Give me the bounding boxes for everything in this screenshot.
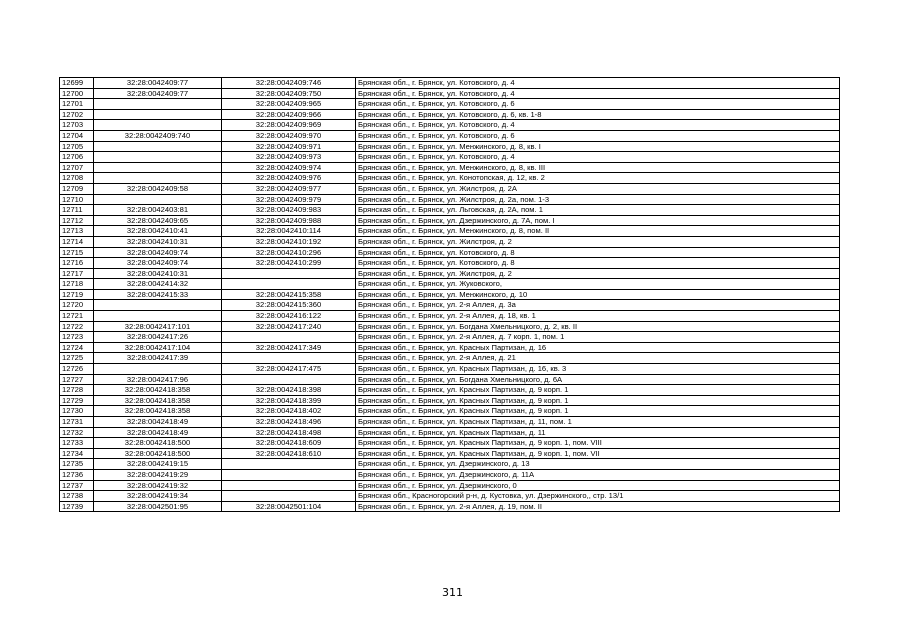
- page-number: 311: [442, 586, 463, 599]
- parcel-cadastral-number-cell: 32:28:0042409:74: [94, 258, 222, 269]
- table-row: [60, 289, 840, 300]
- parcel-cadastral-number-cell: 32:28:0042410:31: [94, 236, 222, 247]
- row-number-cell: 12733: [60, 438, 94, 449]
- row-number-cell: 12735: [60, 459, 94, 470]
- table-row: [60, 120, 840, 131]
- parcel-cadastral-number-cell: 32:28:0042410:31: [94, 268, 222, 279]
- object-cadastral-number-cell: [222, 353, 356, 364]
- address-cell: Брянская обл., г. Брянск, ул. Красных Партизан, д. 16, кв. 3: [356, 364, 840, 375]
- object-cadastral-number-cell: [222, 374, 356, 385]
- parcel-cadastral-number-cell: 32:28:0042419:15: [94, 459, 222, 470]
- row-number-cell: 12705: [60, 141, 94, 152]
- row-number-cell: 12730: [60, 406, 94, 417]
- row-number-cell: 12721: [60, 311, 94, 322]
- address-cell: Брянская обл., г. Брянск, ул. Котовского, д. 4: [356, 120, 840, 131]
- registry-table-body: [60, 78, 840, 512]
- parcel-cadastral-number-cell: 32:28:0042403:81: [94, 205, 222, 216]
- parcel-cadastral-number-cell: [94, 364, 222, 375]
- address-cell: Брянская обл., г. Брянск, ул. Менжинского, д. 10: [356, 289, 840, 300]
- object-cadastral-number-cell: 32:28:0042409:988: [222, 215, 356, 226]
- table-row: [60, 385, 840, 396]
- row-number-cell: 12731: [60, 417, 94, 428]
- row-number-cell: 12722: [60, 321, 94, 332]
- parcel-cadastral-number-cell: 32:28:0042409:740: [94, 130, 222, 141]
- row-number-cell: 12703: [60, 120, 94, 131]
- address-cell: Брянская обл., Красногорский р-н, д. Кустовка, ул. Дзержинского,, стр. 13/1: [356, 491, 840, 502]
- address-cell: Брянская обл., г. Брянск, ул. 2-я Аллея, д. 3а: [356, 300, 840, 311]
- parcel-cadastral-number-cell: 32:28:0042419:34: [94, 491, 222, 502]
- table-row: [60, 130, 840, 141]
- parcel-cadastral-number-cell: [94, 311, 222, 322]
- address-cell: Брянская обл., г. Брянск, ул. 2-я Аллея, д. 18, кв. 1: [356, 311, 840, 322]
- object-cadastral-number-cell: 32:28:0042415:358: [222, 289, 356, 300]
- row-number-cell: 12702: [60, 109, 94, 120]
- table-row: [60, 258, 840, 269]
- address-cell: Брянская обл., г. Брянск, ул. Красных Партизан, д. 9 корп. 1, пом. VII: [356, 448, 840, 459]
- table-row: [60, 438, 840, 449]
- address-cell: Брянская обл., г. Брянск, ул. Менжинского, д. 8, кв. III: [356, 162, 840, 173]
- address-cell: Брянская обл., г. Брянск, ул. Менжинского, д. 8, кв. I: [356, 141, 840, 152]
- parcel-cadastral-number-cell: 32:28:0042418:49: [94, 427, 222, 438]
- parcel-cadastral-number-cell: 32:28:0042409:74: [94, 247, 222, 258]
- object-cadastral-number-cell: 32:28:0042409:971: [222, 141, 356, 152]
- object-cadastral-number-cell: 32:28:0042415:360: [222, 300, 356, 311]
- table-row: [60, 353, 840, 364]
- parcel-cadastral-number-cell: [94, 300, 222, 311]
- row-number-cell: 12711: [60, 205, 94, 216]
- parcel-cadastral-number-cell: 32:28:0042417:26: [94, 332, 222, 343]
- table-row: [60, 78, 840, 89]
- address-cell: Брянская обл., г. Брянск, ул. Котовского, д. 4: [356, 152, 840, 163]
- object-cadastral-number-cell: 32:28:0042410:299: [222, 258, 356, 269]
- object-cadastral-number-cell: [222, 279, 356, 290]
- parcel-cadastral-number-cell: 32:28:0042409:77: [94, 78, 222, 89]
- address-cell: Брянская обл., г. Брянск, ул. 2-я Аллея, д. 19, пом. II: [356, 501, 840, 512]
- parcel-cadastral-number-cell: [94, 109, 222, 120]
- address-cell: Брянская обл., г. Брянск, ул. Котовского, д. 6: [356, 130, 840, 141]
- row-number-cell: 12727: [60, 374, 94, 385]
- row-number-cell: 12739: [60, 501, 94, 512]
- object-cadastral-number-cell: 32:28:0042418:610: [222, 448, 356, 459]
- object-cadastral-number-cell: 32:28:0042409:970: [222, 130, 356, 141]
- address-cell: Брянская обл., г. Брянск, ул. Дзержинского, 0: [356, 480, 840, 491]
- address-cell: Брянская обл., г. Брянск, ул. Льговская, д. 2А, пом. 1: [356, 205, 840, 216]
- table-row: [60, 364, 840, 375]
- object-cadastral-number-cell: 32:28:0042410:114: [222, 226, 356, 237]
- address-cell: Брянская обл., г. Брянск, ул. Котовского, д. 8: [356, 258, 840, 269]
- table-row: [60, 215, 840, 226]
- parcel-cadastral-number-cell: 32:28:0042410:41: [94, 226, 222, 237]
- table-row: [60, 205, 840, 216]
- row-number-cell: 12726: [60, 364, 94, 375]
- address-cell: Брянская обл., г. Брянск, ул. Жилстроя, д. 2: [356, 268, 840, 279]
- object-cadastral-number-cell: 32:28:0042409:976: [222, 173, 356, 184]
- row-number-cell: 12718: [60, 279, 94, 290]
- address-cell: Брянская обл., г. Брянск, ул. Красных Партизан, д. 9 корп. 1: [356, 406, 840, 417]
- address-cell: Брянская обл., г. Брянск, ул. Дзержинского, д. 11А: [356, 469, 840, 480]
- table-row: [60, 300, 840, 311]
- object-cadastral-number-cell: 32:28:0042418:496: [222, 417, 356, 428]
- object-cadastral-number-cell: [222, 332, 356, 343]
- parcel-cadastral-number-cell: 32:28:0042501:95: [94, 501, 222, 512]
- object-cadastral-number-cell: 32:28:0042410:296: [222, 247, 356, 258]
- table-row: [60, 459, 840, 470]
- address-cell: Брянская обл., г. Брянск, ул. Красных Партизан, д. 11, пом. 1: [356, 417, 840, 428]
- row-number-cell: 12710: [60, 194, 94, 205]
- object-cadastral-number-cell: [222, 491, 356, 502]
- object-cadastral-number-cell: 32:28:0042418:609: [222, 438, 356, 449]
- address-cell: Брянская обл., г. Брянск, ул. Котовского, д. 6, кв. 1-8: [356, 109, 840, 120]
- object-cadastral-number-cell: 32:28:0042418:399: [222, 395, 356, 406]
- row-number-cell: 12732: [60, 427, 94, 438]
- parcel-cadastral-number-cell: 32:28:0042417:104: [94, 342, 222, 353]
- row-number-cell: 12713: [60, 226, 94, 237]
- row-number-cell: 12709: [60, 183, 94, 194]
- table-row: [60, 99, 840, 110]
- parcel-cadastral-number-cell: 32:28:0042418:500: [94, 438, 222, 449]
- address-cell: Брянская обл., г. Брянск, ул. Красных Партизан, д. 9 корп. 1: [356, 385, 840, 396]
- object-cadastral-number-cell: [222, 480, 356, 491]
- address-cell: Брянская обл., г. Брянск, ул. Котовского, д. 6: [356, 99, 840, 110]
- table-row: [60, 491, 840, 502]
- parcel-cadastral-number-cell: [94, 162, 222, 173]
- table-row: [60, 427, 840, 438]
- parcel-cadastral-number-cell: 32:28:0042418:500: [94, 448, 222, 459]
- parcel-cadastral-number-cell: 32:28:0042415:33: [94, 289, 222, 300]
- row-number-cell: 12715: [60, 247, 94, 258]
- address-cell: Брянская обл., г. Брянск, ул. Дзержинского, д. 13: [356, 459, 840, 470]
- table-row: [60, 141, 840, 152]
- parcel-cadastral-number-cell: [94, 152, 222, 163]
- address-cell: Брянская обл., г. Брянск, ул. Красных Партизан, д. 9 корп. 1, пом. VIII: [356, 438, 840, 449]
- address-cell: Брянская обл., г. Брянск, ул. Красных Партизан, д. 9 корп. 1: [356, 395, 840, 406]
- address-cell: Брянская обл., г. Брянск, ул. Жуковского,: [356, 279, 840, 290]
- table-row: [60, 268, 840, 279]
- row-number-cell: 12723: [60, 332, 94, 343]
- address-cell: Брянская обл., г. Брянск, ул. Дзержинского, д. 7А, пом. I: [356, 215, 840, 226]
- object-cadastral-number-cell: 32:28:0042418:398: [222, 385, 356, 396]
- table-row: [60, 501, 840, 512]
- table-row: [60, 417, 840, 428]
- object-cadastral-number-cell: 32:28:0042409:974: [222, 162, 356, 173]
- address-cell: Брянская обл., г. Брянск, ул. 2-я Аллея, д. 21: [356, 353, 840, 364]
- address-cell: Брянская обл., г. Брянск, ул. Котовского, д. 4: [356, 88, 840, 99]
- row-number-cell: 12738: [60, 491, 94, 502]
- row-number-cell: 12706: [60, 152, 94, 163]
- parcel-cadastral-number-cell: [94, 173, 222, 184]
- parcel-cadastral-number-cell: 32:28:0042418:49: [94, 417, 222, 428]
- object-cadastral-number-cell: 32:28:0042501:104: [222, 501, 356, 512]
- parcel-cadastral-number-cell: [94, 141, 222, 152]
- object-cadastral-number-cell: 32:28:0042409:983: [222, 205, 356, 216]
- object-cadastral-number-cell: 32:28:0042409:750: [222, 88, 356, 99]
- parcel-cadastral-number-cell: 32:28:0042419:29: [94, 469, 222, 480]
- row-number-cell: 12701: [60, 99, 94, 110]
- row-number-cell: 12699: [60, 78, 94, 89]
- address-cell: Брянская обл., г. Брянск, ул. Жилстроя, д. 2: [356, 236, 840, 247]
- row-number-cell: 12707: [60, 162, 94, 173]
- address-cell: Брянская обл., г. Брянск, ул. Конотопская, д. 12, кв. 2: [356, 173, 840, 184]
- row-number-cell: 12716: [60, 258, 94, 269]
- object-cadastral-number-cell: 32:28:0042409:746: [222, 78, 356, 89]
- table-row: [60, 109, 840, 120]
- parcel-cadastral-number-cell: [94, 194, 222, 205]
- address-cell: Брянская обл., г. Брянск, ул. Богдана Хмельницкого, д. 2, кв. II: [356, 321, 840, 332]
- object-cadastral-number-cell: 32:28:0042416:122: [222, 311, 356, 322]
- address-cell: Брянская обл., г. Брянск, ул. 2-я Аллея, д. 7 корп. 1, пом. 1: [356, 332, 840, 343]
- object-cadastral-number-cell: 32:28:0042417:349: [222, 342, 356, 353]
- parcel-cadastral-number-cell: 32:28:0042419:32: [94, 480, 222, 491]
- object-cadastral-number-cell: 32:28:0042409:969: [222, 120, 356, 131]
- parcel-cadastral-number-cell: 32:28:0042418:358: [94, 406, 222, 417]
- table-row: [60, 469, 840, 480]
- address-cell: Брянская обл., г. Брянск, ул. Красных Партизан, д. 16: [356, 342, 840, 353]
- address-cell: Брянская обл., г. Брянск, ул. Красных Партизан, д. 11: [356, 427, 840, 438]
- object-cadastral-number-cell: 32:28:0042418:498: [222, 427, 356, 438]
- parcel-cadastral-number-cell: 32:28:0042414:32: [94, 279, 222, 290]
- parcel-cadastral-number-cell: [94, 120, 222, 131]
- table-row: [60, 162, 840, 173]
- table-row: [60, 226, 840, 237]
- row-number-cell: 12729: [60, 395, 94, 406]
- row-number-cell: 12728: [60, 385, 94, 396]
- address-cell: Брянская обл., г. Брянск, ул. Менжинского, д. 8, пом. II: [356, 226, 840, 237]
- table-row: [60, 311, 840, 322]
- table-row: [60, 194, 840, 205]
- address-cell: Брянская обл., г. Брянск, ул. Котовского, д. 8: [356, 247, 840, 258]
- object-cadastral-number-cell: [222, 469, 356, 480]
- table-row: [60, 480, 840, 491]
- address-cell: Брянская обл., г. Брянск, ул. Жилстроя, д. 2а, пом. 1-3: [356, 194, 840, 205]
- row-number-cell: 12708: [60, 173, 94, 184]
- table-row: [60, 173, 840, 184]
- table-row: [60, 236, 840, 247]
- object-cadastral-number-cell: 32:28:0042417:240: [222, 321, 356, 332]
- object-cadastral-number-cell: 32:28:0042409:966: [222, 109, 356, 120]
- table-row: [60, 279, 840, 290]
- row-number-cell: 12725: [60, 353, 94, 364]
- table-row: [60, 332, 840, 343]
- parcel-cadastral-number-cell: 32:28:0042418:358: [94, 385, 222, 396]
- object-cadastral-number-cell: 32:28:0042409:979: [222, 194, 356, 205]
- row-number-cell: 12717: [60, 268, 94, 279]
- parcel-cadastral-number-cell: 32:28:0042409:77: [94, 88, 222, 99]
- object-cadastral-number-cell: 32:28:0042409:965: [222, 99, 356, 110]
- table-row: [60, 88, 840, 99]
- table-row: [60, 406, 840, 417]
- row-number-cell: 12720: [60, 300, 94, 311]
- row-number-cell: 12736: [60, 469, 94, 480]
- parcel-cadastral-number-cell: 32:28:0042417:96: [94, 374, 222, 385]
- table-row: [60, 152, 840, 163]
- table-row: [60, 183, 840, 194]
- table-row: [60, 342, 840, 353]
- table-row: [60, 247, 840, 258]
- parcel-cadastral-number-cell: [94, 99, 222, 110]
- address-cell: Брянская обл., г. Брянск, ул. Котовского, д. 4: [356, 78, 840, 89]
- address-cell: Брянская обл., г. Брянск, ул. Богдана Хмельницкого, д. 6А: [356, 374, 840, 385]
- object-cadastral-number-cell: 32:28:0042418:402: [222, 406, 356, 417]
- object-cadastral-number-cell: 32:28:0042417:475: [222, 364, 356, 375]
- row-number-cell: 12724: [60, 342, 94, 353]
- object-cadastral-number-cell: [222, 268, 356, 279]
- parcel-cadastral-number-cell: 32:28:0042409:58: [94, 183, 222, 194]
- row-number-cell: 12700: [60, 88, 94, 99]
- parcel-cadastral-number-cell: 32:28:0042418:358: [94, 395, 222, 406]
- row-number-cell: 12737: [60, 480, 94, 491]
- table-row: [60, 448, 840, 459]
- table-row: [60, 321, 840, 332]
- address-cell: Брянская обл., г. Брянск, ул. Жилстроя, д. 2А: [356, 183, 840, 194]
- parcel-cadastral-number-cell: 32:28:0042417:39: [94, 353, 222, 364]
- parcel-cadastral-number-cell: 32:28:0042417:101: [94, 321, 222, 332]
- object-cadastral-number-cell: 32:28:0042409:977: [222, 183, 356, 194]
- registry-table: [59, 77, 840, 512]
- object-cadastral-number-cell: 32:28:0042409:973: [222, 152, 356, 163]
- object-cadastral-number-cell: 32:28:0042410:192: [222, 236, 356, 247]
- row-number-cell: 12734: [60, 448, 94, 459]
- table-row: [60, 395, 840, 406]
- table-row: [60, 374, 840, 385]
- row-number-cell: 12704: [60, 130, 94, 141]
- row-number-cell: 12719: [60, 289, 94, 300]
- row-number-cell: 12714: [60, 236, 94, 247]
- row-number-cell: 12712: [60, 215, 94, 226]
- parcel-cadastral-number-cell: 32:28:0042409:65: [94, 215, 222, 226]
- object-cadastral-number-cell: [222, 459, 356, 470]
